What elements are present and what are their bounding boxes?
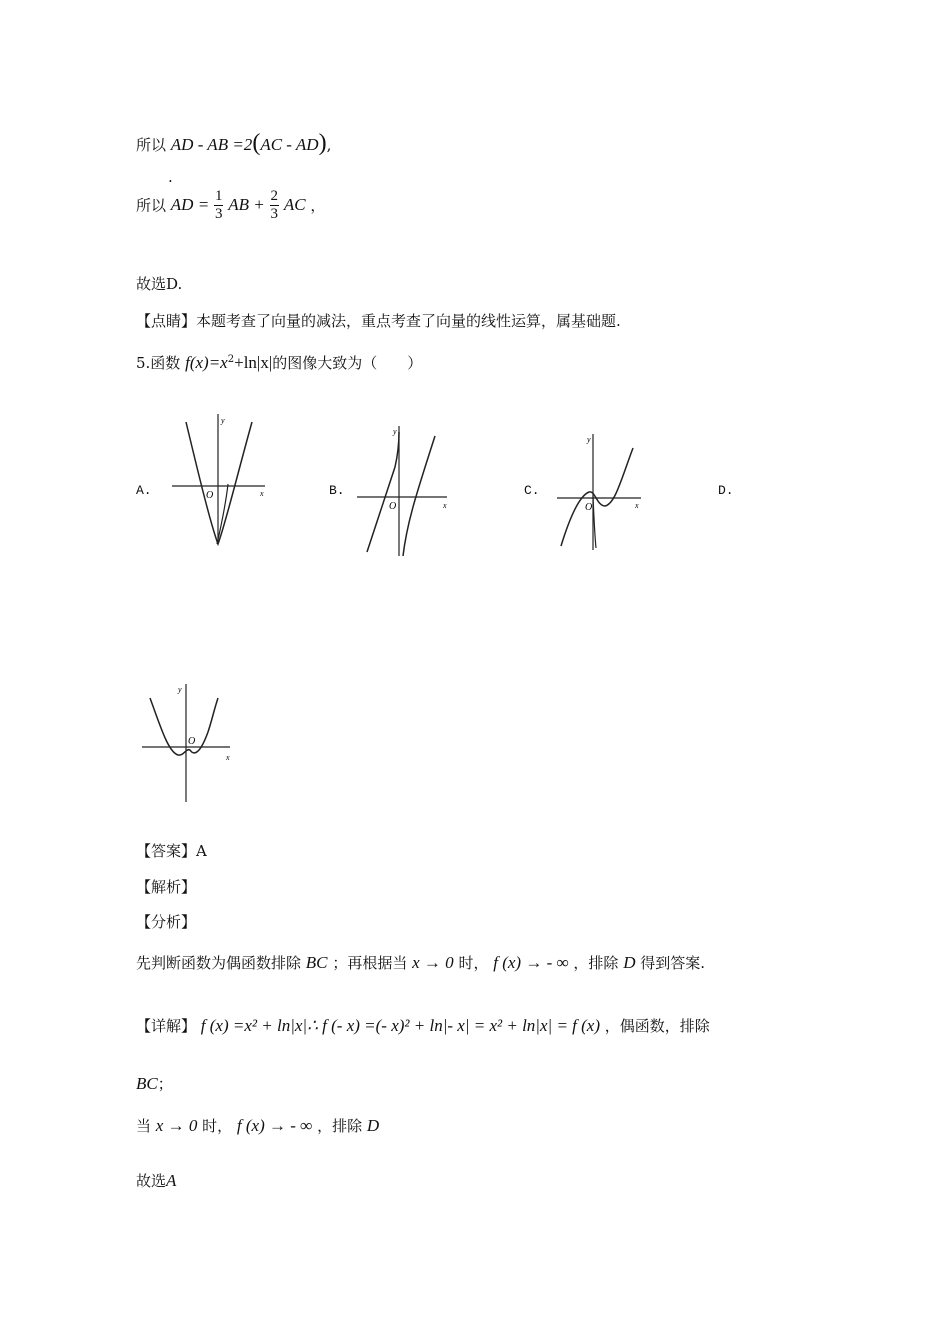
text-5: 得到答案. [640,954,706,972]
text-1: 先判断函数为偶函数排除 [136,954,302,972]
question-5 [136,352,422,373]
exponent: 2 [227,354,235,365]
comment-line [136,310,621,331]
math-term-2: AC [283,195,306,214]
analysis-body [136,952,705,973]
text-when: 当 [136,1117,152,1135]
analysis-heading [136,876,196,897]
text-exclude: ，排除 [317,1117,363,1135]
detail-label: 【详解】 [136,1017,197,1035]
question-number: 5.函数 [136,354,181,372]
fraction-1-3 [214,188,224,222]
math-lhs: AD - AB =2 [170,135,253,154]
function-arg: (x) [189,353,209,372]
fenxi-heading [136,911,196,932]
graph-option-c [555,430,655,555]
denominator: 3 [270,205,279,222]
math-x-to-0: x → 0 [412,953,454,972]
semicolon: ； [157,1075,173,1093]
math-d: D [366,1116,380,1135]
y-label: y [221,416,225,425]
conclusion-text: 故选D. [136,275,183,293]
math-d: D [623,953,636,972]
function-eq: =x [208,353,228,372]
origin-label: O [188,736,196,747]
prefix: 所以 [136,196,167,215]
x-label: x [635,501,639,510]
detail-line [136,1015,710,1036]
function-name: f [185,353,190,372]
derivation-line-2 [136,188,325,222]
curve-left [367,432,399,552]
text-time: 时， [202,1117,233,1135]
math-f-limit: f (x) → - ∞ [493,953,569,972]
conclusion-line [136,273,182,294]
analysis-text: 【解析】 [136,878,197,896]
y-label: y [393,427,397,436]
fraction-2-3 [270,188,280,222]
prefix: 所以 [136,136,167,154]
stray-dot [168,168,173,186]
text-choose: 故选 [136,1172,167,1190]
math-a: A [166,1171,177,1190]
curve-right [403,436,435,556]
math-x-to-0: x → 0 [155,1116,198,1135]
math-inner: AC - AD [260,135,319,154]
fenxi-text: 【分析】 [136,913,197,931]
text-3: 时， [458,954,489,972]
text-4: ，排除 [573,954,619,972]
option-a-label: A. [136,483,152,498]
comma: ， [310,196,326,215]
option-b-label: B. [329,483,345,498]
curve [561,448,633,546]
option-d-label: D. [718,483,734,498]
graph-option-b [355,422,455,562]
x-label: x [226,753,230,762]
y-label: y [178,685,182,694]
origin-label: O [389,501,397,512]
question-tail: 的图像大致为（ ） [272,354,423,372]
x-label: x [443,501,447,510]
detail-continuation [136,1073,173,1094]
math-bc: BC [305,953,328,972]
math-term-1: AB + [228,195,265,214]
function-rest: +ln|x| [234,353,273,372]
curve [186,422,252,544]
dot: . [168,168,173,186]
final-line [136,1170,176,1191]
comma: , [326,136,332,154]
origin-label: O [585,502,593,513]
detail-tail: ，偶函数，排除 [604,1017,710,1035]
graph-option-d [140,680,240,805]
limit-line [136,1115,379,1136]
text-2: ；再根据当 [332,954,408,972]
math-bc: BC [136,1074,158,1093]
answer-text: 【答案】A [136,842,207,860]
numerator: 1 [214,188,223,204]
comment-text: 【点睛】本题考查了向量的减法，重点考查了向量的线性运算，属基础题. [136,312,621,330]
paren-right: ) [318,130,327,156]
numerator: 2 [270,188,279,204]
answer-line [136,840,207,861]
y-label: y [587,435,591,444]
origin-label: O [206,490,214,501]
denominator: 3 [214,205,223,222]
option-c-label: C. [524,483,540,498]
math-lhs: AD = [170,195,210,214]
paren-left: ( [252,130,261,156]
math-f-limit: f (x) → - ∞ [236,1116,313,1135]
derivation-line-1 [136,130,331,157]
detail-expression: f (x) =x² + ln|x|∴ f (- x) =(- x)² + ln|- x| = x² + ln|x| = f (x) [200,1016,601,1035]
x-label: x [260,489,264,498]
graph-option-a [170,412,285,557]
